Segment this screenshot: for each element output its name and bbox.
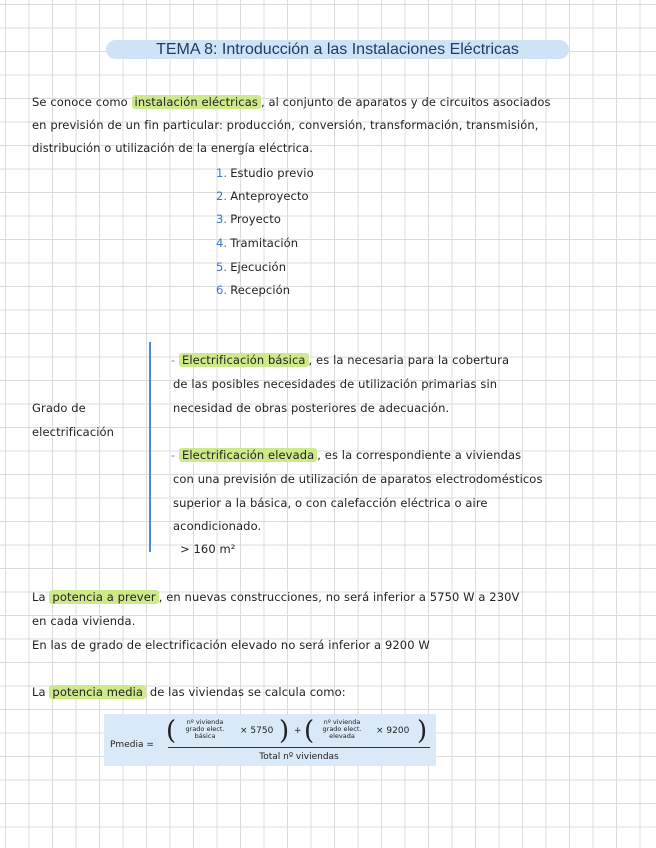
- potencia-prever-pre: La: [32, 590, 46, 604]
- term2-label: [312, 719, 372, 740]
- paren-close-1: ): [279, 716, 290, 746]
- step-number: 2.: [216, 189, 228, 203]
- term2-factor: × 9200: [376, 726, 410, 736]
- paren-open-2: (: [304, 716, 315, 746]
- basica-dash: -: [171, 353, 176, 367]
- step-label: Tramitación: [230, 236, 299, 250]
- step-label: Anteproyecto: [230, 189, 309, 203]
- potencia-media-pre: La: [32, 685, 46, 699]
- potencia-prever-highlight: potencia a prever: [49, 590, 158, 604]
- step-3: [216, 212, 281, 226]
- potencia-prever-line-3: En las de grado de electrificación elevado no será inferior a 9200 W: [32, 638, 430, 652]
- fraction-line: [168, 747, 430, 748]
- step-1: [216, 166, 314, 180]
- intro-line-3: distribución o utilización de la energía eléctrica.: [32, 141, 313, 155]
- step-label: Ejecución: [230, 260, 287, 274]
- page-title: TEMA 8: Introducción a las Instalaciones Eléctricas: [156, 41, 519, 58]
- elevada-line1-post: , es la correspondiente a viviendas: [317, 448, 522, 462]
- basica-highlight: Electrificación básica: [179, 353, 309, 367]
- term2-line: elevada: [329, 732, 355, 740]
- term1-line: nº vivienda: [186, 718, 224, 726]
- step-number: 3.: [216, 212, 228, 226]
- elevada-line-5: > 160 m²: [180, 542, 236, 556]
- term2-line: nº vivienda: [323, 718, 361, 726]
- paren-close-2: ): [417, 716, 428, 746]
- step-label: Estudio previo: [230, 166, 314, 180]
- step-number: 6.: [216, 283, 228, 297]
- potencia-prever-line-1: [32, 590, 520, 604]
- elevada-line-3: superior a la básica, o con calefacción eléctrica o aire: [173, 496, 488, 510]
- step-number: 5.: [216, 260, 228, 274]
- elevada-line-1: [171, 448, 521, 462]
- term1-factor: × 5750: [240, 726, 274, 736]
- potencia-prever-line-2: en cada vivienda.: [32, 614, 136, 628]
- term1-label: [175, 719, 235, 740]
- plus-sign: +: [294, 726, 302, 736]
- intro-line-1: [32, 95, 551, 109]
- grado-label-line-2: electrificación: [32, 425, 115, 439]
- term1-line: grado elect.: [185, 725, 225, 733]
- step-5: [216, 260, 286, 274]
- potencia-prever-line1-post: , en nuevas construcciones, no será inferior a 5750 W a 230V: [158, 590, 520, 604]
- step-number: 4.: [216, 236, 228, 250]
- step-2: [216, 189, 309, 203]
- elevada-highlight: Electrificación elevada: [179, 448, 317, 462]
- grado-label-line-1: Grado de: [32, 401, 86, 415]
- elevada-dash: -: [171, 448, 176, 462]
- potencia-media-post: de las viviendas se calcula como:: [149, 685, 346, 699]
- formula-denominator: Total nº viviendas: [259, 752, 339, 762]
- step-label: Recepción: [230, 283, 291, 297]
- formula-lhs: Pmedia =: [110, 740, 154, 750]
- step-label: Proyecto: [230, 212, 281, 226]
- paren-open-1: (: [166, 716, 177, 746]
- basica-line1-post: , es la necesaria para la cobertura: [308, 353, 510, 367]
- potencia-media-line: [32, 685, 346, 699]
- potencia-media-highlight: potencia media: [49, 685, 146, 699]
- elevada-line-4: acondicionado.: [173, 519, 262, 533]
- elevada-line-2: con una previsión de utilización de aparatos electrodomésticos: [173, 472, 543, 486]
- intro-pre: Se conoce como: [32, 95, 128, 109]
- term1-line: básica: [194, 732, 216, 740]
- intro-line-2: en previsión de un fin particular: producción, conversión, transformación, transmisión,: [32, 118, 539, 132]
- basica-line-2: de las posibles necesidades de utilización primarias sin: [173, 377, 498, 391]
- step-4: [216, 236, 298, 250]
- basica-line-3: necesidad de obras posteriores de adecuación.: [173, 401, 450, 415]
- grado-bracket-line: [149, 342, 151, 552]
- step-6: [216, 283, 290, 297]
- basica-line-1: [171, 353, 509, 367]
- term2-line: grado elect.: [322, 725, 362, 733]
- intro-highlight: instalación eléctricas: [132, 95, 261, 109]
- step-number: 1.: [216, 166, 228, 180]
- intro-line1-post: , al conjunto de aparatos y de circuitos asociados: [260, 95, 551, 109]
